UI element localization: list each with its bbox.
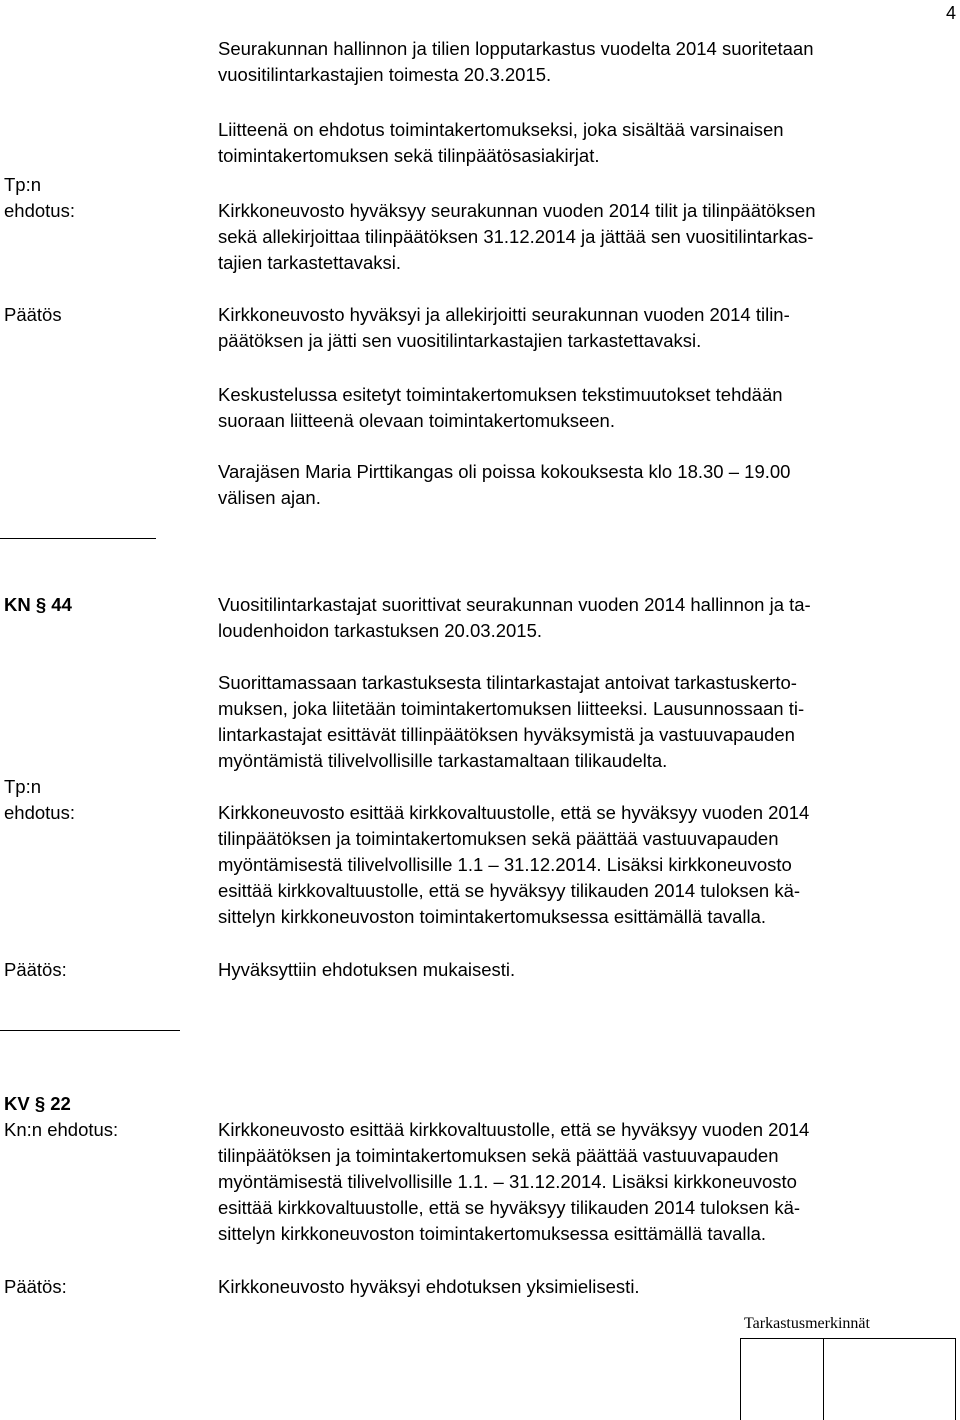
text-line: sittelyn kirkkoneuvoston toimintakertomuksessa esittämällä tavalla.: [218, 1223, 767, 1244]
text-line: Kirkkoneuvosto hyväksyi ja allekirjoitti seurakunnan vuoden 2014 tilin-: [218, 304, 790, 325]
text-line: sekä allekirjoittaa tilinpäätöksen 31.12.2014 ja jättää sen vuositilintarkas-: [218, 226, 814, 247]
section2-proposal: [218, 800, 960, 930]
proposal-label: Kn:n ehdotus:: [4, 1119, 119, 1140]
text-line: myöntämisestä tilivelvollisille 1.1. – 31.12.2014. Lisäksi kirkkoneuvosto: [218, 1171, 797, 1192]
section2-heading: KN § 44: [4, 594, 72, 615]
inspection-marks-label: Tarkastusmerkinnät: [744, 1315, 870, 1332]
decision-label: Päätös:: [4, 1276, 67, 1297]
section1-decision: [218, 302, 960, 354]
text-line: toimintakertomuksen sekä tilinpäätösasiakirjat.: [218, 145, 600, 166]
text-line: esittää kirkkovaltuustolle, että se hyväksyy tilikauden 2014 tuloksen kä-: [218, 1197, 801, 1218]
section1-absence: [218, 459, 960, 511]
decision-label: Päätös: [4, 304, 62, 325]
page-number: 4: [945, 3, 956, 23]
text-line: Kirkkoneuvosto esittää kirkkovaltuustolle, että se hyväksyy vuoden 2014: [218, 1119, 810, 1140]
text-line: loudenhoidon tarkastuksen 20.03.2015.: [218, 620, 543, 641]
section1-proposal: [218, 198, 960, 276]
text-line: esittää kirkkovaltuustolle, että se hyväksyy tilikauden 2014 tuloksen kä-: [218, 880, 801, 901]
section2-report: [218, 670, 960, 774]
text-line: sittelyn kirkkoneuvoston toimintakertomuksessa esittämällä tavalla.: [218, 906, 767, 927]
text-line: myöntämisestä tilivelvollisille 1.1 – 31.12.2014. Lisäksi kirkkoneuvosto: [218, 854, 792, 875]
text-line: lintarkastajat esittävät tillinpäätöksen hyväksymistä ja vastuuvapauden: [218, 724, 795, 745]
section3-proposal: [218, 1117, 960, 1247]
text-line: Liitteenä on ehdotus toimintakertomukseksi, joka sisältää varsinaisen: [218, 119, 784, 140]
proposal-label-1: Tp:n: [4, 174, 42, 195]
inspection-marks-divider: [823, 1338, 824, 1420]
text-line: tilinpäätöksen ja toimintakertomuksen sekä päättää vastuuvapauden: [218, 1145, 779, 1166]
text-line: muksen, joka liitetään toimintakertomuksen liitteeksi. Lausunnossaan ti-: [218, 698, 805, 719]
section1-attachment: [218, 117, 960, 169]
text-line: välisen ajan.: [218, 487, 321, 508]
inspection-marks-box: [740, 1338, 956, 1420]
section1-intro: [218, 36, 960, 88]
text-line: Vuositilintarkastajat suorittivat seurakunnan vuoden 2014 hallinnon ja ta-: [218, 594, 811, 615]
text-line: vuositilintarkastajien toimesta 20.3.2015.: [218, 64, 552, 85]
text-line: Seurakunnan hallinnon ja tilien lopputarkastus vuodelta 2014 suoritetaan: [218, 38, 814, 59]
section1-discussion: [218, 382, 960, 434]
section3-heading: KV § 22: [4, 1093, 71, 1114]
decision-label: Päätös:: [4, 959, 67, 980]
proposal-label-2: ehdotus:: [4, 200, 75, 221]
text-line: Kirkkoneuvosto esittää kirkkovaltuustolle, että se hyväksyy vuoden 2014: [218, 802, 810, 823]
section-divider: [0, 1030, 180, 1031]
section-divider: [0, 538, 156, 539]
proposal-label-1: Tp:n: [4, 776, 42, 797]
text-line: Varajäsen Maria Pirttikangas oli poissa kokouksesta klo 18.30 – 19.00: [218, 461, 791, 482]
text-line: tajien tarkastettavaksi.: [218, 252, 402, 273]
proposal-label-2: ehdotus:: [4, 802, 75, 823]
text-line: Suorittamassaan tarkastuksesta tilintarkastajat antoivat tarkastuskerto-: [218, 672, 797, 693]
text-line: tilinpäätöksen ja toimintakertomuksen sekä päättää vastuuvapauden: [218, 828, 779, 849]
text-line: myöntämistä tilivelvollisille tarkastamaltaan tilikaudelta.: [218, 750, 668, 771]
section2-decision: Hyväksyttiin ehdotuksen mukaisesti.: [218, 959, 516, 980]
text-line: päätöksen ja jätti sen vuositilintarkastajien tarkastettavaksi.: [218, 330, 702, 351]
section2-intro: [218, 592, 960, 644]
section3-decision: Kirkkoneuvosto hyväksyi ehdotuksen yksimielisesti.: [218, 1276, 640, 1297]
text-line: suoraan liitteenä olevaan toimintakertomukseen.: [218, 410, 615, 431]
text-line: Kirkkoneuvosto hyväksyy seurakunnan vuoden 2014 tilit ja tilinpäätöksen: [218, 200, 816, 221]
text-line: Keskustelussa esitetyt toimintakertomuksen tekstimuutokset tehdään: [218, 384, 783, 405]
